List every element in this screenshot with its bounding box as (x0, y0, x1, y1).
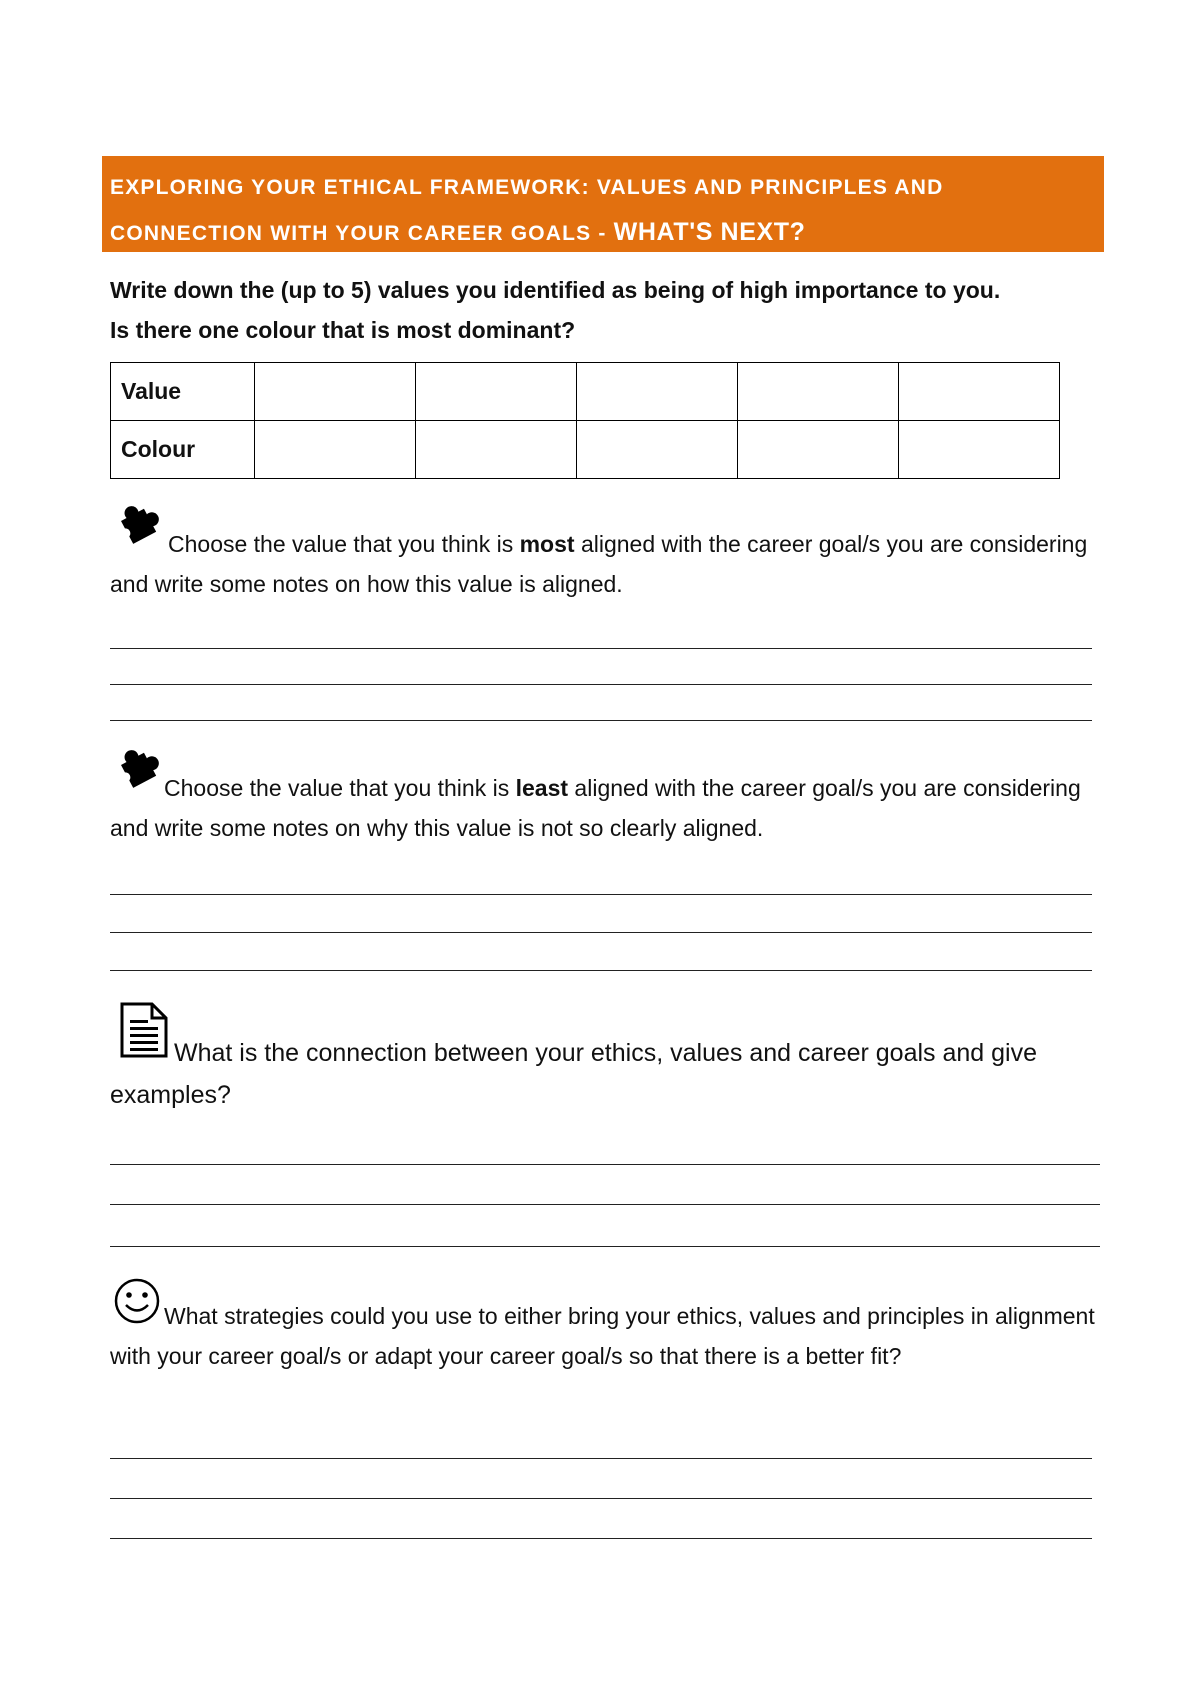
colour-cell-1[interactable] (255, 421, 416, 479)
answer-line[interactable] (110, 648, 1092, 649)
colour-cell-4[interactable] (738, 421, 899, 479)
prompt-strategies: What strategies could you use to either bring your ethics, values and principles in alignment with your career goal/s or adapt your career goal/s so that there is a better fit? (110, 1303, 1095, 1369)
header-title-line-2 (110, 210, 1096, 256)
answer-line[interactable] (110, 1204, 1100, 1205)
prompt-most-text-2: aligned with the career goal/s you are considering and write some notes on how this value is aligned. (110, 531, 1088, 597)
answer-line[interactable] (110, 1458, 1092, 1459)
answer-line[interactable] (110, 684, 1092, 685)
prompt-least-text-2: aligned with the career goal/s you are considering and write some notes on why this value is not so clearly aligned. (110, 775, 1081, 841)
answer-line[interactable] (110, 1164, 1100, 1165)
values-table (110, 362, 1060, 479)
row-label-colour: Colour (111, 421, 255, 479)
header-title-line-1: EXPLORING YOUR ETHICAL FRAMEWORK: VALUES AND PRINCIPLES AND (110, 176, 944, 199)
answer-line[interactable] (110, 1538, 1092, 1539)
colour-cell-5[interactable] (899, 421, 1060, 479)
answer-line[interactable] (110, 894, 1092, 895)
answer-line[interactable] (110, 1246, 1100, 1247)
value-cell-5[interactable] (899, 363, 1060, 421)
header-title-emphasis: WHAT'S NEXT? (613, 218, 806, 246)
colour-cell-3[interactable] (577, 421, 738, 479)
intro-line-2: Is there one colour that is most dominant? (110, 317, 576, 343)
table-row-value (111, 363, 1060, 421)
answer-line[interactable] (110, 970, 1092, 971)
intro-instructions (110, 270, 1110, 350)
header-banner (102, 156, 1104, 252)
answer-line[interactable] (110, 932, 1092, 933)
prompt-least-bold: least (515, 775, 569, 801)
value-cell-3[interactable] (577, 363, 738, 421)
table-row-colour (111, 421, 1060, 479)
prompt-connection: What is the connection between your ethics, values and career goals and give examples? (110, 1039, 1038, 1109)
prompt-least-text-1: Choose the value that you think is (164, 775, 516, 801)
prompt-most-aligned (110, 524, 1110, 604)
intro-line-1: Write down the (up to 5) values you identified as being of high importance to you. (110, 277, 1001, 303)
answer-line[interactable] (110, 720, 1092, 721)
prompt-most-bold: most (519, 531, 575, 557)
value-cell-2[interactable] (416, 363, 577, 421)
prompt-least-aligned (110, 768, 1110, 848)
colour-cell-2[interactable] (416, 421, 577, 479)
row-label-value: Value (111, 363, 255, 421)
header-title-prefix: CONNECTION WITH YOUR CAREER GOALS - (110, 222, 607, 245)
answer-line[interactable] (110, 1498, 1092, 1499)
value-cell-1[interactable] (255, 363, 416, 421)
value-cell-4[interactable] (738, 363, 899, 421)
prompt-most-text-1: Choose the value that you think is (168, 531, 520, 557)
